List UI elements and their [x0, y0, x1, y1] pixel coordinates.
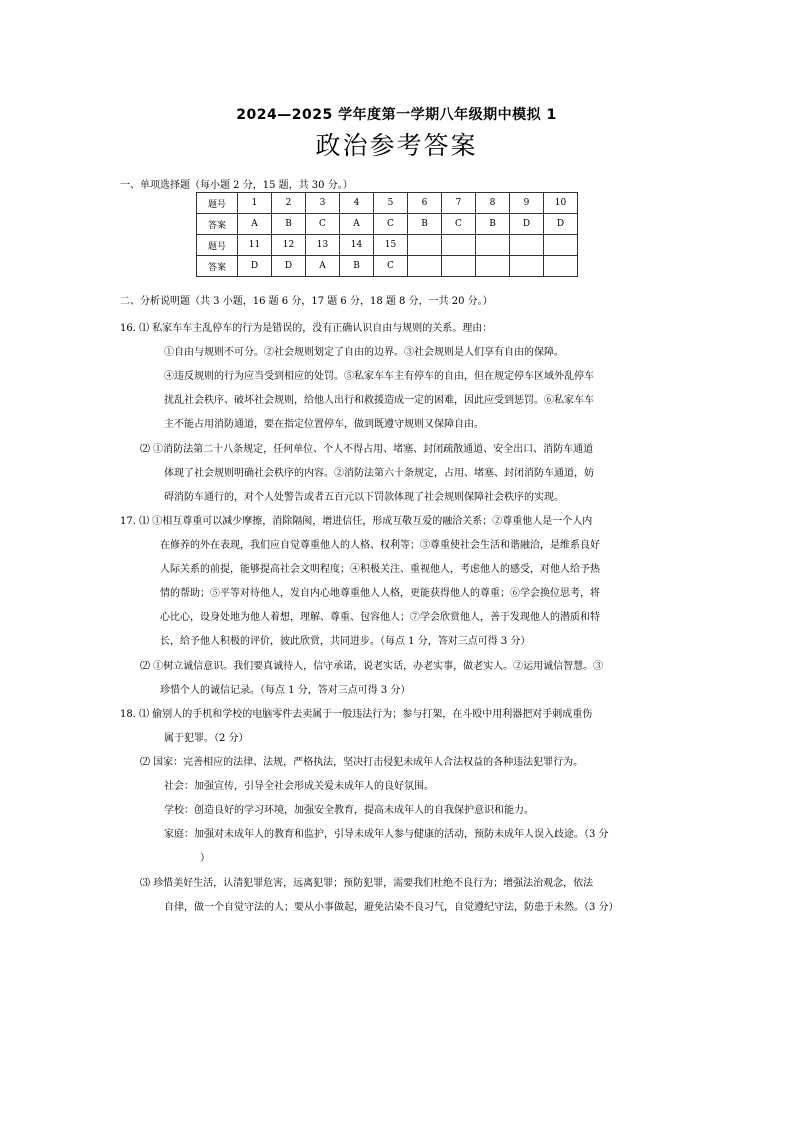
q16-1-line: 16. ⑴ 私家车车主乱停车的行为是错误的，没有正确认识自由与规则的关系。理由： — [120, 323, 493, 334]
table-cell: D — [272, 256, 306, 277]
table-cell: B — [340, 256, 374, 277]
table-cell: A — [306, 256, 340, 277]
table-cell: D — [544, 214, 578, 235]
q16-2-line: ⑵ ①消防法第二十八条规定，任何单位、个人不得占用、堵塞、封闭疏散通道、安全出口、消防车通道 — [140, 444, 594, 455]
q18-3-line: 自律，做一个自觉守法的人；要从小事做起，避免沾染不良习气，自觉遵纪守法，防患于未然。（3 分） — [164, 902, 619, 913]
q18-2-line: 家庭：加强对未成年人的教育和监护，引导未成年人参与健康的活动，预防未成年人误入歧途。（3 分 — [164, 829, 609, 840]
q16-1-line: 主不能占用消防通道，要在指定位置停车，做到既遵守规则又保障自由。 — [164, 419, 484, 430]
q18-1-line: 属于犯罪。（2 分） — [164, 733, 249, 744]
table-cell — [408, 235, 442, 256]
q17-1-line: 人际关系的前提，能够提高社会文明程度；④积极关注、重视他人，考虑他人的感受，对他人给予热 — [160, 564, 600, 575]
q18-3-line: ⑶ 珍惜美好生活，认清犯罪危害，远离犯罪；预防犯罪，需要我们杜绝不良行为；增强法治观念，依法 — [140, 878, 594, 889]
q18-2-line: 学校：创造良好的学习环境，加强安全教育，提高未成年人的自我保护意识和能力。 — [164, 805, 534, 816]
table-cell: 8 — [476, 193, 510, 214]
q17-2-line: 珍惜个人的诚信记录。（每点 1 分，答对三点可得 3 分） — [160, 685, 411, 696]
row-label: 题号 — [197, 193, 238, 214]
row-label: 答案 — [197, 214, 238, 235]
table-cell — [442, 235, 476, 256]
table-cell: C — [374, 214, 408, 235]
q16-2-line: 碍消防车通行的，对个人处警告或者五百元以下罚款体现了社会规则保障社会秩序的实现。 — [164, 492, 564, 503]
table-row — [197, 256, 578, 277]
table-cell: 4 — [340, 193, 374, 214]
q17-2-line: ⑵ ①树立诚信意识。我们要真诚待人，信守承诺，说老实话，办老实事，做老实人。②运用诚信智慧。③ — [140, 661, 604, 672]
row-label: 题号 — [197, 235, 238, 256]
table-cell: 6 — [408, 193, 442, 214]
table-cell: A — [340, 214, 374, 235]
table-cell: A — [238, 214, 272, 235]
table-cell: 5 — [374, 193, 408, 214]
table-cell — [476, 256, 510, 277]
q17-1-line: 心比心，设身处地为他人着想，理解、尊重、包容他人；⑦学会欣赏他人，善于发现他人的潜质和特 — [160, 612, 600, 623]
q16-1-line: ④违反规则的行为应当受到相应的处罚。⑤私家车车主有停车的自由，但在规定停车区域外乱停车 — [164, 371, 594, 382]
table-cell — [408, 256, 442, 277]
table-cell: 2 — [272, 193, 306, 214]
q17-1-line: 长，给予他人积极的评价，彼此欣赏，共同进步。（每点 1 分，答对三点可得 3 分） — [160, 636, 531, 647]
row-label: 答案 — [197, 256, 238, 277]
q16-2-line: 体现了社会规则明确社会秩序的内容。②消防法第六十条规定，占用、堵塞、封闭消防车通道，妨 — [164, 468, 594, 479]
table-cell: 10 — [544, 193, 578, 214]
table-cell — [510, 235, 544, 256]
table-cell: 15 — [374, 235, 408, 256]
table-cell: D — [510, 214, 544, 235]
table-cell — [510, 256, 544, 277]
table-cell: D — [238, 256, 272, 277]
table-cell: 3 — [306, 193, 340, 214]
table-cell — [544, 235, 578, 256]
q18-2-line: 社会：加强宣传，引导全社会形成关爱未成年人的良好氛围。 — [164, 781, 434, 792]
q18-1-line: 18. ⑴ 偷别人的手机和学校的电脑零件去卖属于一般违法行为；参与打架，在斗殴中用利器把对手刺成重伤 — [120, 709, 593, 720]
answer-table — [196, 192, 578, 277]
exam-title: 2024—2025 学年度第一学期八年级期中模拟 1 — [236, 107, 557, 123]
table-row — [197, 193, 578, 214]
table-cell — [544, 256, 578, 277]
q18-2-line: ） — [200, 853, 210, 864]
table-cell: 7 — [442, 193, 476, 214]
table-cell: 9 — [510, 193, 544, 214]
table-row — [197, 214, 578, 235]
section1-heading: 一、单项选择题（每小题 2 分，15 题，共 30 分。） — [120, 180, 353, 191]
q18-2-line: ⑵ 国家：完善相应的法律、法规，严格执法，坚决打击侵犯未成年人合法权益的各种违法犯罪行为。 — [140, 757, 584, 768]
table-cell: 12 — [272, 235, 306, 256]
table-cell — [442, 256, 476, 277]
table-cell: 14 — [340, 235, 374, 256]
table-cell: B — [408, 214, 442, 235]
q17-1-line: 在修养的外在表现，我们应自觉尊重他人的人格、权利等；③尊重使社会生活和谐融洽，是维系良好 — [160, 540, 600, 551]
table-cell: 1 — [238, 193, 272, 214]
table-cell: 11 — [238, 235, 272, 256]
q17-1-line: 17. ⑴ ①相互尊重可以减少摩擦，消除隔阂，增进信任，形成互敬互爱的融洽关系；②尊重他人是一个人内 — [120, 516, 593, 527]
page-title: 政治参考答案 — [315, 131, 478, 160]
q16-1-line: ①自由与规则不可分。②社会规则划定了自由的边界。③社会规则是人们享有自由的保障。 — [164, 347, 564, 358]
table-cell: 13 — [306, 235, 340, 256]
table-cell — [476, 235, 510, 256]
table-cell: B — [272, 214, 306, 235]
table-cell: C — [306, 214, 340, 235]
table-row — [197, 235, 578, 256]
q16-1-line: 扰乱社会秩序、破坏社会规则，给他人出行和救援造成一定的困难，因此应受到惩罚。⑥私家车车 — [164, 395, 594, 406]
section2-heading: 二、分析说明题（共 3 小题，16 题 6 分，17 题 6 分，18 题 8 分，一共 20 分。） — [120, 296, 493, 307]
q17-1-line: 情的帮助；⑤平等对待他人，发自内心地尊重他人人格，更能获得他人的尊重；⑥学会换位思考，将 — [160, 588, 600, 599]
table-cell: C — [374, 256, 408, 277]
table-cell: C — [442, 214, 476, 235]
table-cell: B — [476, 214, 510, 235]
